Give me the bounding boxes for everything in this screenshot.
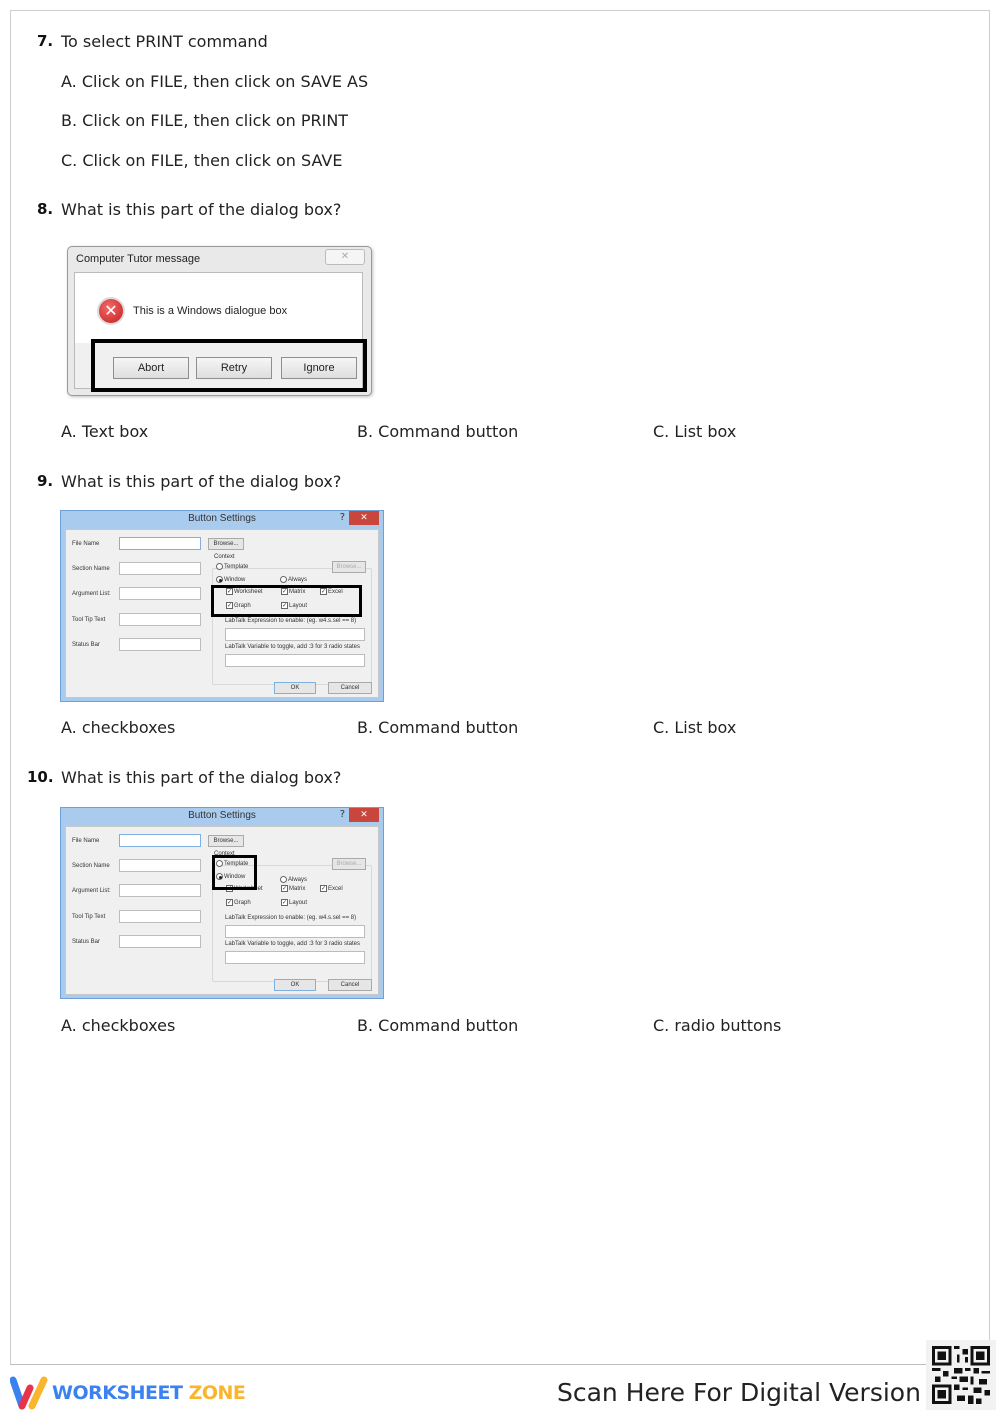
file-name-label: File Name [72,838,100,844]
section-name-field [119,859,201,872]
dialog-title: Button Settings [188,810,256,821]
excel-checkbox: ✓ Excel [321,886,343,893]
browse-disabled-button: Browse... [332,858,366,870]
question-prompt: What is this part of the dialog box? [61,768,342,787]
option-b[interactable]: B. Command button [357,718,519,737]
variable-field [225,951,365,964]
cancel-button: Cancel [328,682,372,694]
tooltip-label: Tool Tip Text [72,914,106,920]
option-c[interactable]: C. List box [653,422,737,441]
expression-label: LabTalk Expression to enable: (eg. w4.s.sel == 8) [225,915,357,921]
section-name-label: Section Name [72,566,110,572]
variable-label: LabTalk Variable to toggle, add :3 for 3 radio states [225,644,360,650]
highlight-box [91,339,367,392]
brand-name: WORKSHEET ZONE [52,1382,246,1404]
qr-code-icon [932,1346,990,1404]
variable-field [225,654,365,667]
tooltip-field [119,910,201,923]
always-radio: Always [280,876,307,883]
argument-list-field [119,884,201,897]
layout-checkbox: ✓ Layout [282,603,308,610]
layout-checkbox: ✓ Layout [282,900,308,907]
status-bar-label: Status Bar [72,939,101,945]
matrix-checkbox: ✓ Matrix [282,589,306,596]
question-prompt: What is this part of the dialog box? [61,472,342,491]
close-icon: ✕ [349,511,379,525]
ok-button: OK [274,979,316,991]
help-icon: ? [339,809,345,820]
window-radio: Window [216,576,245,583]
error-icon: ✕ [97,297,125,325]
cancel-button: Cancel [328,979,372,991]
tooltip-label: Tool Tip Text [72,617,106,623]
template-radio: Template [216,563,248,570]
browse-disabled-button: Browse... [332,561,366,573]
window-radio: Window [216,873,245,880]
retry-button: Retry [196,357,272,379]
option-b[interactable]: B. Click on FILE, then click on PRINT [61,111,349,130]
option-b[interactable]: B. Command button [357,1016,519,1035]
file-name-field [119,834,201,847]
dialog-message: This is a Windows dialogue box [133,305,288,317]
question-prompt: What is this part of the dialog box? [61,200,342,219]
close-icon: ✕ [349,808,379,822]
browse-button: Browse... [208,538,244,550]
option-a[interactable]: A. checkboxes [61,718,176,737]
abort-button: Abort [113,357,189,379]
dialog-body [65,826,379,995]
status-bar-field [119,638,201,651]
option-b[interactable]: B. Command button [357,422,519,441]
graph-checkbox: ✓ Graph [227,900,251,907]
argument-list-label: Argument List: [72,888,111,894]
qr-code[interactable] [926,1340,996,1410]
section-name-label: Section Name [72,863,110,869]
status-bar-field [119,935,201,948]
question-number: 10. [27,768,54,786]
browse-button: Browse... [208,835,244,847]
option-c[interactable]: C. radio buttons [653,1016,782,1035]
highlight-box [212,855,257,890]
question-number: 9. [37,472,54,490]
ignore-button: Ignore [281,357,357,379]
button-settings-dialog-image [60,807,384,999]
option-a[interactable]: A. Text box [61,422,149,441]
help-icon: ? [339,512,345,523]
section-name-field [119,562,201,575]
option-c[interactable]: C. List box [653,718,737,737]
question-number: 8. [37,200,54,218]
context-label: Context [214,851,235,857]
expression-label: LabTalk Expression to enable: (eg. w4.s.sel == 8) [225,618,357,624]
dialog-title: Computer Tutor message [76,253,201,265]
dialog-title: Button Settings [188,513,256,524]
variable-label: LabTalk Variable to toggle, add :3 for 3 radio states [225,941,360,947]
ok-button: OK [274,682,316,694]
worksheet-zone-logo[interactable] [10,1376,245,1410]
worksheet-checkbox: ✓ Worksheet [227,886,263,893]
context-label: Context [214,554,235,560]
close-icon: ✕ [325,249,365,265]
expression-field [225,628,365,641]
option-c[interactable]: C. Click on FILE, then click on SAVE [61,151,343,170]
worksheet-checkbox: ✓ Worksheet [227,589,263,596]
question-prompt: To select PRINT command [61,32,268,51]
matrix-checkbox: ✓ Matrix [282,886,306,893]
status-bar-label: Status Bar [72,642,101,648]
highlight-box [211,585,362,617]
expression-field [225,925,365,938]
graph-checkbox: ✓ Graph [227,603,251,610]
question-number: 7. [37,32,54,50]
template-radio: Template [216,860,248,867]
logo-w-icon [10,1376,52,1410]
always-radio: Always [280,576,307,583]
option-a[interactable]: A. checkboxes [61,1016,176,1035]
scan-caption: Scan Here For Digital Version [557,1378,921,1407]
tooltip-field [119,613,201,626]
option-a[interactable]: A. Click on FILE, then click on SAVE AS [61,72,369,91]
file-name-label: File Name [72,541,100,547]
argument-list-label: Argument List: [72,591,111,597]
argument-list-field [119,587,201,600]
file-name-field [119,537,201,550]
excel-checkbox: ✓ Excel [321,589,343,596]
